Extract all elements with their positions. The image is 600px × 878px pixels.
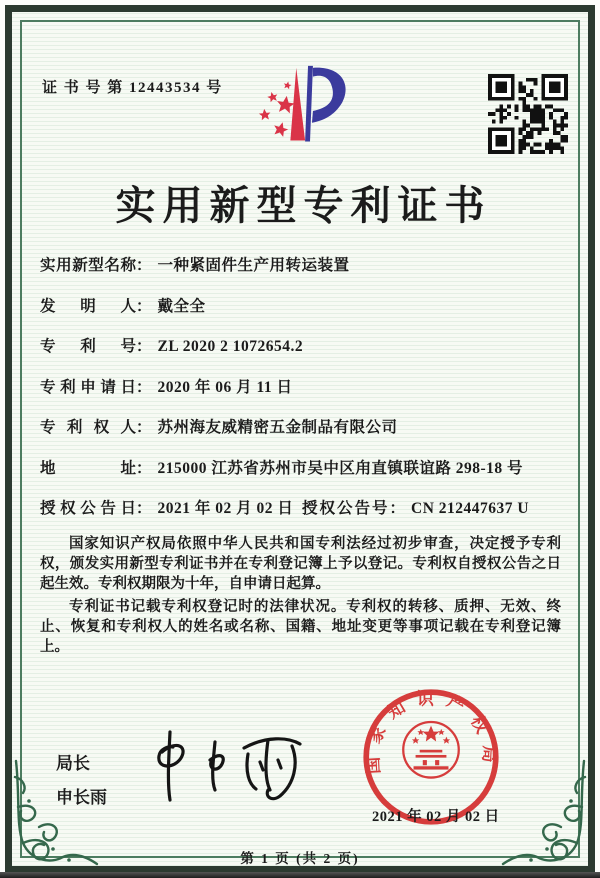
- grant-number-label: 授权公告号: [302, 500, 390, 517]
- grant-number-value: CN 212447637 U: [411, 500, 530, 517]
- field-label: 实用新型名称: [40, 257, 136, 274]
- grant-date-value: 2021 年 02 月 02 日: [157, 500, 294, 517]
- field-row-name: [40, 253, 560, 273]
- page-bottom-shadow: [0, 872, 600, 878]
- field-row-grant: [40, 496, 560, 516]
- field-colon: ：: [389, 500, 406, 517]
- national-emblem: [403, 722, 459, 778]
- seal-ring-text: 国家知识产权局: [362, 689, 500, 775]
- field-colon: ：: [136, 419, 152, 436]
- certificate-number: 证 书 号 第 12443534 号: [42, 80, 223, 96]
- field-value: 戴全全: [157, 297, 206, 315]
- field-row-address: [40, 456, 560, 476]
- field-value: 一种紧固件生产用转运装置: [157, 257, 350, 274]
- field-value: 2020 年 06 月 11 日: [157, 378, 293, 396]
- field-list: [40, 253, 560, 537]
- field-colon: ：: [136, 257, 152, 274]
- field-label: 专利号: [40, 338, 136, 355]
- field-label: 发明人: [40, 297, 136, 315]
- handwritten-signature-icon: [122, 722, 332, 814]
- field-colon: ：: [136, 500, 152, 517]
- officer-block: [56, 747, 107, 815]
- cnipa-logo-icon: [236, 58, 384, 166]
- field-label: 专利申请日: [40, 378, 136, 396]
- field-row-patentee: [40, 415, 560, 435]
- legal-paragraph-2: 专利证书记载专利权登记时的法律状况。专利权的转移、质押、无效、终止、恢复和专利权人的姓名或名称、国籍、地址变更等事项记载在专利登记簿上。: [40, 599, 561, 655]
- field-colon: ：: [136, 378, 152, 396]
- field-colon: ：: [136, 297, 152, 315]
- field-value: 苏州海友威精密五金制品有限公司: [157, 419, 398, 436]
- field-colon: ：: [136, 338, 152, 355]
- field-colon: ：: [136, 459, 152, 477]
- officer-name: 申长雨: [56, 788, 107, 807]
- legal-text: [40, 534, 561, 660]
- certificate-title: 实用新型专利证书: [115, 183, 492, 228]
- seal-date: 2021 年 02 月 02 日: [372, 809, 500, 825]
- grant-number-group: [302, 496, 529, 518]
- field-row-filing-date: [40, 375, 560, 395]
- field-row-patent-number: [40, 334, 560, 354]
- field-label: 授权公告日: [40, 500, 136, 517]
- field-row-inventor: [40, 294, 560, 314]
- field-label: 专利权人: [40, 419, 136, 436]
- qr-code-icon: [488, 74, 568, 154]
- field-label: 地址: [40, 459, 136, 477]
- page-footer: 第 1 页 (共 2 页): [240, 851, 360, 866]
- officer-title: 局长: [56, 754, 90, 773]
- field-value: 215000 江苏省苏州市吴中区甪直镇联谊路 298-18 号: [157, 459, 524, 477]
- legal-paragraph-1: 国家知识产权局依照中华人民共和国专利法经过初步审查，决定授予专利权，颁发实用新型专利证书并在专利登记簿上予以登记。专利权自授权公告之日起生效。专利权期限为十年，自申请日起算。: [40, 536, 561, 592]
- field-value: ZL 2020 2 1072654.2: [157, 338, 304, 355]
